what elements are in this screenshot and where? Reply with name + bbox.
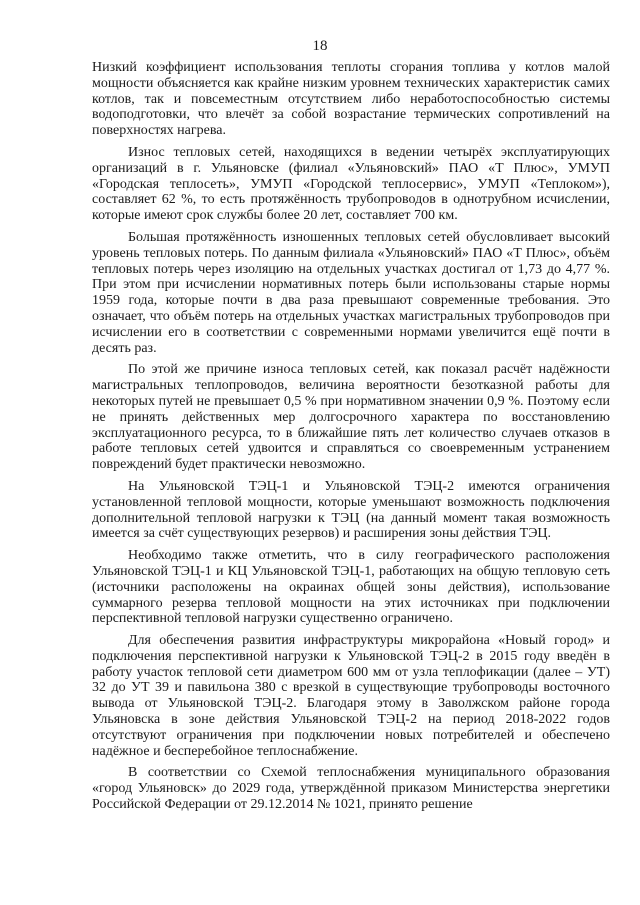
paragraph-network-wear: Износ тепловых сетей, находящихся в ведении четырёх эксплуатирующих организаций в г. Ульяновске (филиал «Ульяновский» ПАО «Т Плюс», УМУП «Городская теплосеть», УМУП «Городской теплосервис», УМУП «Теплоком»), составляет 62 %, то есть протяжённость трубопроводов в однотрубном исчислении, которые имеют срок службы более 20 лет, составляет 700 км. [92,144,610,224]
paragraph-capacity-limits: На Ульяновской ТЭЦ-1 и Ульяновской ТЭЦ-2 имеются ограничения установленной тепловой мощности, которые уменьшают возможность подключения дополнительной тепловой нагрузки к ТЭЦ (на данный момент такая возможность имеется за счёт существующих резервов) и расширения зоны действия ТЭЦ. [92,478,610,542]
paragraph-heat-losses: Большая протяжённость изношенных тепловых сетей обусловливает высокий уровень тепловых потерь. По данным филиала «Ульяновский» ПАО «Т Плюс», объём тепловых потерь через изоляцию на отдельных участках достигал от 1,73 до 4,77 %. При этом при исчислении нормативных потерь были использованы старые нормы 1959 года, которые почти в два раза превышают современные требования. Это означает, что объём потерь на отдельных участках магистральных трубопроводов при исчислении его в соответствии с современными нормами увеличится ещё почти в десять раз. [92,229,610,356]
paragraph-heat-supply-scheme: В соответствии со Схемой теплоснабжения муниципального образования «город Ульяновск» до 2029 года, утверждённой приказом Министерства энергетики Российской Федерации от 29.12.2014 № 1021, принято решение [92,765,610,813]
paragraph-geography: Необходимо также отметить, что в силу географического расположения Ульяновской ТЭЦ-1 и КЦ Ульяновской ТЭЦ-1, работающих на общую тепловую сеть (источники расположены на окраинах общей зоны действия), использование суммарного резерва тепловой мощности на этих источниках при подключении перспективной тепловой нагрузки существенно ограничено. [92,548,610,627]
page-number: 18 [312,38,328,54]
page-body [92,60,610,819]
paragraph-new-city-district: Для обеспечения развития инфраструктуры микрорайона «Новый город» и подключения перспективной нагрузки к Ульяновской ТЭЦ-2 в 2015 году введён в работу участок тепловой сети диаметром 600 мм от узла теплофикации (далее – УТ) 32 до УТ 39 и павильона 380 с врезкой в существующие трубопроводы восточного вывода от Ульяновской ТЭЦ-2. Благодаря этому в Заволжском районе города Ульяновска в зоне действия Ульяновской ТЭЦ-2 на период 2018-2022 годов отсутствуют ограничения при подключении новых потребителей и обеспечено надёжное и бесперебойное теплоснабжение. [92,633,610,759]
paragraph-boiler-efficiency: Низкий коэффициент использования теплоты сгорания топлива у котлов малой мощности объясняется как крайне низким уровнем технических характеристик самих котлов, так и повсеместным отсутствием либо неработоспособностью системы водоподготовки, что влечёт за собой возрастание термических сопротивлений на поверхностях нагрева. [92,60,610,139]
paragraph-reliability: По этой же причине износа тепловых сетей, как показал расчёт надёжности магистральных теплопроводов, величина вероятности безотказной работы для некоторых путей не превышает 0,5 % при нормативном значении 0,9 %. Поэтому если не принять действенных мер долгосрочного характера по восстановлению эксплуатационного ресурса, то в ближайшие пять лет количество случаев отказов в работе тепловых сетей удвоится и справляться со своевременным устранением повреждений будет практически невозможно. [92,362,610,473]
